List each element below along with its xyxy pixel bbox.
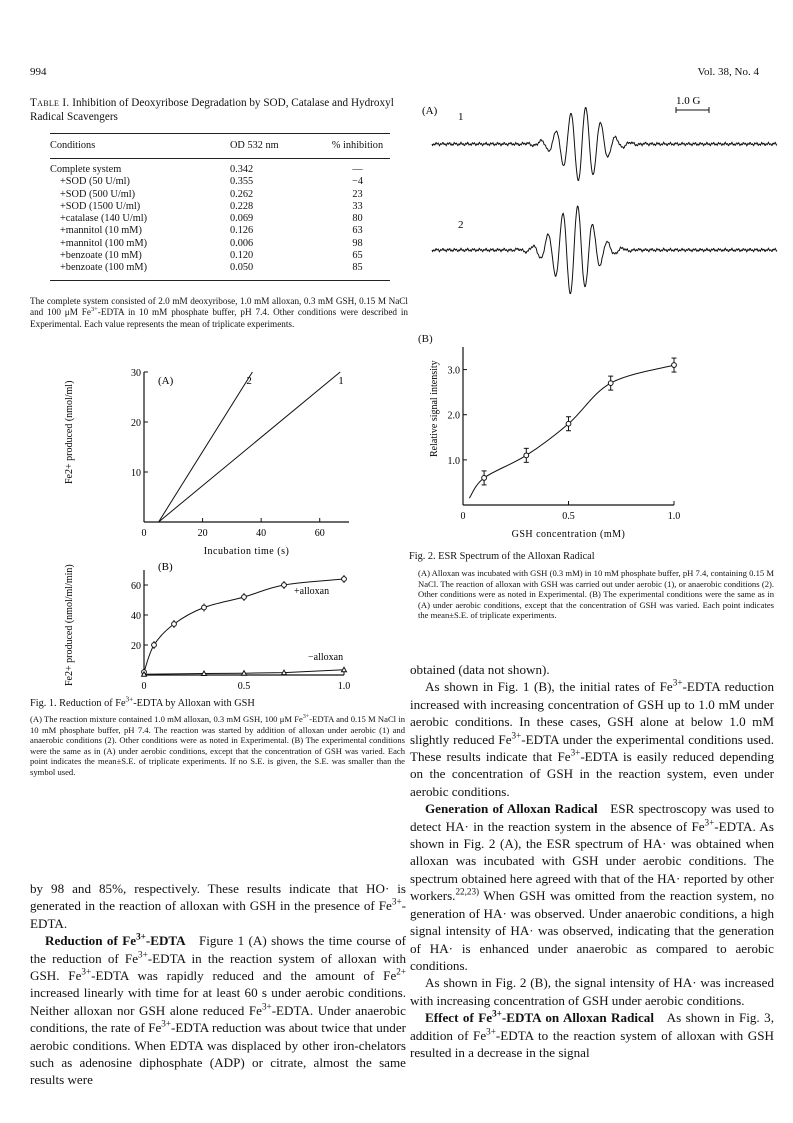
y-tick-label: 2.0 (447, 410, 460, 422)
table-cell: −4 (352, 176, 363, 188)
table-cell: 23 (352, 188, 363, 200)
table-cell: +mannitol (100 mM) (60, 237, 148, 249)
x-tick-label: 60 (314, 528, 325, 539)
data-point (672, 363, 677, 368)
section-heading: Reduction of $Fe^{3+}$-EDTA (45, 931, 186, 949)
table-cell: +SOD (50 U/ml) (60, 176, 130, 188)
fig1b-panel-label: (B) (158, 561, 173, 573)
fig1-legend-text: (A) The reaction mixture contained 1.0 mM alloxan, 0.3 mM GSH, 100 μM $Fe^{3+}$-EDTA and 0.15 M NaCl in 10 mM phosphate buffer, pH 7.4. The reaction was started by addition of alloxan under aerobic (1) and anaerobic conditions (2). Other conditions were as noted in Experimental. (B) The experimental conditions were the same as in (A) under aerobic conditions, except that the concentration of GSH was varied. Each point indicates the mean±S.E. of triplicate experiments. If no S.E. is given, the S.E. was smaller than the symbol used. (30, 714, 405, 777)
table-cell: 85 (325, 262, 390, 280)
table-cell: 0.262 (230, 188, 254, 200)
table-row (50, 201, 390, 213)
x-tick-label: 0 (141, 681, 147, 692)
body-left-column (30, 880, 406, 1089)
y-tick-label: 30 (131, 368, 141, 379)
data-point (202, 605, 207, 610)
table-row (50, 238, 390, 250)
fig2b-panel-label: (B) (418, 333, 433, 345)
fig2a-panel-label: (A) (422, 105, 438, 117)
table-caption (30, 96, 400, 124)
x-tick-label: 0 (460, 511, 466, 522)
data-point (242, 671, 247, 676)
table-cell: Complete system (50, 164, 122, 175)
curve-label-1: 1 (338, 375, 344, 387)
x-tick-label: 0.5 (237, 681, 251, 692)
table-column-header: OD 532 nm (210, 134, 325, 159)
paragraph (410, 800, 774, 974)
table-row (50, 213, 390, 225)
table-cell: 0.006 (230, 237, 254, 249)
paragraph-text: Figure 1 (A) shows the time course of the reduction of $Fe^{3+}$-EDTA in the reaction system of alloxan with GSH. $Fe^{3+}$-EDTA was rapidly reduced and the amount of $Fe^{2+}$ increased linearly with time for at least 60 s under aerobic conditions. Neither alloxan nor GSH alone reduced $Fe^{3+}$-EDTA. Under anaerobic conditions, the rate of $Fe^{3+}$-EDTA reduction was about twice that under aerobic conditions. When EDTA was displaced by other iron-chelators such as adenosine diphosphate (ADP) or citrate, almost the same results were (30, 933, 407, 1088)
table-row (50, 176, 390, 188)
fig2-panel-b (412, 340, 782, 545)
series-line-1 (144, 372, 340, 522)
y-tick-label: 3.0 (447, 365, 460, 377)
table-cell: — (352, 164, 363, 175)
body-right-column (410, 661, 774, 1061)
x-tick-label: 20 (197, 528, 208, 539)
x-tick-label: 1.0 (337, 681, 351, 692)
paragraph (410, 1009, 774, 1061)
data-point (282, 583, 287, 588)
y-tick-label: 20 (131, 418, 141, 429)
table-cell: 0.126 (230, 225, 254, 237)
section-heading: Effect of $Fe^{3+}$-EDTA on Alloxan Radical (425, 1008, 654, 1026)
table-column-header: Conditions (50, 134, 210, 159)
table-footnote: The complete system consisted of 2.0 mM deoxyribose, 1.0 mM alloxan, 0.3 mM GSH, 0.15 M NaCl and 100 μM $Fe^{3+}$-EDTA in 10 mM phosphate buffer, pH 7.4. Other conditions were described in Experimental. Each value represents the mean of triplicate experiments. (30, 296, 408, 329)
table-cell: 0.342 (230, 164, 254, 175)
data-point (172, 622, 177, 627)
data-point (482, 476, 487, 481)
fig1-caption-text: Fig. 1. Reduction of $Fe^{3+}$-EDTA by Alloxan with GSH (30, 695, 255, 709)
table-label: Table I. (30, 97, 70, 109)
fig1b-axes (131, 570, 350, 696)
table-cell: 0.228 (230, 200, 254, 212)
y-tick-label: 40 (131, 611, 141, 622)
fig1-panel-b (60, 556, 390, 696)
data-point (566, 421, 571, 426)
table-cell: 0.069 (230, 213, 254, 225)
data-point (282, 670, 287, 675)
data-point (524, 453, 529, 458)
table-row (50, 159, 390, 177)
fig1-legend (30, 714, 405, 778)
fig2a-trace2-label: 2 (458, 219, 464, 231)
table-cell: +SOD (1500 U/ml) (60, 200, 141, 212)
table-row (50, 225, 390, 237)
table-cell: 65 (352, 250, 363, 262)
x-tick-label: 40 (256, 528, 267, 539)
data-point (342, 667, 347, 672)
table-cell: 63 (352, 225, 363, 237)
fig1-caption (30, 695, 405, 709)
paragraph (30, 932, 406, 1089)
fig1a-ylabel: Fe2+ produced (nmol/ml) (64, 380, 75, 484)
fig1a-panel-label: (A) (158, 375, 174, 387)
fig2a-scale-bar (676, 107, 709, 113)
page-number: 994 (30, 66, 47, 78)
y-tick-label: 1.0 (447, 455, 460, 467)
table-header-row (50, 134, 390, 159)
paragraph-text: ESR spectroscopy was used to detect HA· in the reaction system in the absence of $Fe^{3+}$-EDTA. As shown in Fig. 2 (A), the ESR spectrum of HA· was obtained when alloxan was incubated with GSH under aerobic conditions. The spectrum obtained here agreed with that of the HA· reported by other workers.$^{22,23)}$ When GSH was omitted from the reaction system, no generation of HA· was observed. Under anaerobic conditions, a high signal intensity of HA· was observed, indicating that the generation of HA· is enhanced under anaerobic as compared to aerobic conditions. (410, 801, 774, 973)
table-cell: 80 (352, 213, 363, 225)
x-tick-label: 0.5 (562, 511, 575, 522)
y-tick-label: 60 (131, 581, 141, 592)
table-cell: 98 (352, 237, 363, 249)
x-tick-label: 0 (141, 528, 147, 539)
fig2a-trace-1 (432, 108, 777, 181)
paragraph: As shown in Fig. 1 (B), the initial rates of $Fe^{3+}$-EDTA reduction increased with increasing concentration of GSH up to 1.0 mM under aerobic conditions. In these cases, GSH alone at below 1.0 mM slightly reduced $Fe^{3+}$-EDTA under the experimental conditions used. These results indicate that $Fe^{3+}$-EDTA is easily reduced depending on the concentration of GSH in the reaction system, even under aerobic conditions. (410, 678, 774, 799)
x-axis-label: Incubation time (s) (203, 546, 290, 557)
series-line-2 (144, 372, 252, 522)
fig1a-axes (131, 368, 349, 557)
paragraph-text: As shown in Fig. 3, addition of $Fe^{3+}$-EDTA to the reaction system of alloxan with GSH resulted in a decrease in the signal (410, 1010, 774, 1060)
curve-label-plus-alloxan: +alloxan (294, 586, 330, 597)
table-cell: +benzoate (100 mM) (50, 262, 210, 280)
data-point (242, 595, 247, 600)
fig1b-ylabel: Fe2+ produced (nmol/ml/min) (64, 564, 75, 686)
table-cell: 0.050 (210, 262, 325, 280)
volume-label: Vol. 38, No. 4 (697, 66, 759, 78)
data-point (608, 381, 613, 386)
table-cell: 33 (352, 200, 363, 212)
fig2b-axes (448, 347, 681, 540)
table-column-header: % inhibition (325, 134, 390, 159)
table-row (50, 250, 390, 262)
fig2a-scale-label: 1.0 G (676, 95, 701, 107)
paragraph: by 98 and 85%, respectively. These results indicate that HO· is generated in the reaction of alloxan with GSH in the presence of $Fe^{3+}$-EDTA. (30, 881, 406, 931)
fig1-panel-a (60, 362, 390, 557)
table-cell: 0.120 (230, 250, 254, 262)
series-line (469, 365, 674, 498)
fig2b-ylabel: Relative signal intensity (429, 360, 440, 457)
table-1 (50, 133, 390, 281)
table-cell: +mannitol (10 mM) (60, 225, 142, 237)
table-cell: 0.355 (230, 176, 254, 188)
fig2a-trace-2 (432, 206, 777, 293)
table-title: Inhibition of Deoxyribose Degradation by SOD, Catalase and Hydroxyl Radical Scavengers (30, 97, 394, 123)
table-row (50, 262, 390, 280)
y-tick-label: 20 (131, 641, 141, 652)
curve-label-2: 2 (246, 375, 252, 387)
paragraph: obtained (data not shown). (410, 662, 550, 677)
fig2-legend: (A) Alloxan was incubated with GSH (0.3 mM) in 10 mM phosphate buffer, pH 7.4, containing 0.15 M NaCl. The reaction of alloxan with GSH was carried out under aerobic (1), or anaerobic conditions (2). Other conditions were as noted in Experimental. (B) The experimental conditions were the same as in (A) under aerobic conditions, except that the concentration of GSH was varied. Each point indicates the mean±S.E. of triplicate experiments. (418, 568, 774, 621)
section-heading: Generation of Alloxan Radical (425, 801, 598, 817)
table-row (50, 189, 390, 201)
table-cell: +catalase (140 U/ml) (60, 213, 148, 225)
table-body (50, 159, 390, 281)
data-point (342, 577, 347, 582)
paragraph: As shown in Fig. 2 (B), the signal intensity of HA· was increased with increasing concentration of GSH under aerobic conditions. (410, 975, 774, 1008)
x-tick-label: 1.0 (667, 511, 681, 522)
curve-label-minus-alloxan: −alloxan (308, 652, 344, 663)
data-point (202, 671, 207, 676)
data-point (152, 643, 157, 648)
fig2a-trace1-label: 1 (458, 111, 464, 123)
y-tick-label: 10 (131, 468, 141, 479)
fig2-caption: Fig. 2. ESR Spectrum of the Alloxan Radical (409, 551, 595, 562)
x-axis-label: GSH concentration (mM) (511, 529, 626, 540)
table-cell: +benzoate (10 mM) (60, 250, 142, 262)
fig2-panel-a (412, 92, 782, 317)
table-cell: +SOD (500 U/ml) (60, 188, 136, 200)
